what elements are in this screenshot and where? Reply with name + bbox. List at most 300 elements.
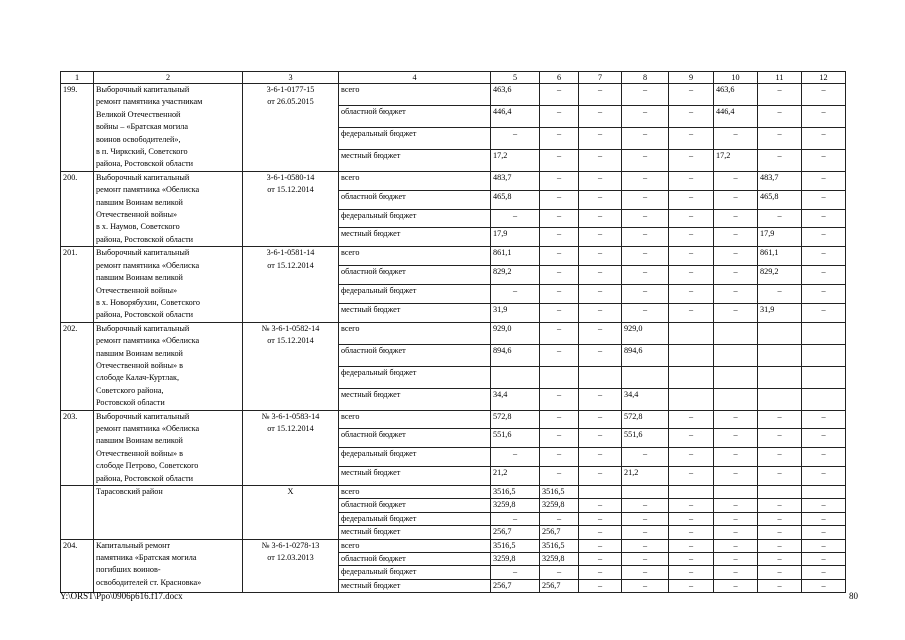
value-cell: – [714, 228, 758, 247]
value-cell: – [802, 467, 846, 486]
document-reference [243, 410, 339, 485]
value-cell: – [579, 190, 622, 209]
header-cell: 8 [622, 72, 669, 84]
value-cell: 929,0 [491, 322, 540, 344]
value-cell: – [758, 448, 802, 467]
description-line: павшим Воинам великой [96, 197, 183, 207]
value-cell: – [540, 105, 579, 127]
value-cell: – [491, 127, 540, 149]
document-code: № 3-6-1-0582-14 [261, 323, 320, 333]
value-cell: – [758, 429, 802, 448]
value-cell [622, 366, 669, 388]
value-cell: – [758, 285, 802, 304]
value-cell: – [669, 247, 714, 266]
value-cell: – [669, 539, 714, 552]
document-date: от 15.12.2014 [267, 260, 314, 270]
document-date: от 12.03.2013 [267, 553, 314, 563]
header-cell: 3 [243, 72, 339, 84]
value-cell [714, 388, 758, 410]
funding-source: местный бюджет [339, 526, 491, 539]
value-cell: – [802, 553, 846, 566]
value-cell: 17,9 [491, 228, 540, 247]
value-cell: – [802, 526, 846, 539]
value-cell [802, 366, 846, 388]
value-cell: – [669, 429, 714, 448]
value-cell: 551,6 [622, 429, 669, 448]
value-cell: – [669, 228, 714, 247]
value-cell: 446,4 [491, 105, 540, 127]
value-cell: – [540, 84, 579, 106]
value-cell: – [669, 105, 714, 127]
funding-source: областной бюджет [339, 553, 491, 566]
value-cell [802, 388, 846, 410]
funding-source: федеральный бюджет [339, 285, 491, 304]
description-line: района, Ростовской области [96, 234, 194, 244]
value-cell: – [540, 171, 579, 190]
funding-source: областной бюджет [339, 190, 491, 209]
funding-source: местный бюджет [339, 579, 491, 592]
description-line: Отечественной войны» в [96, 448, 184, 458]
value-cell: – [714, 512, 758, 525]
value-cell: – [714, 467, 758, 486]
entry-description [94, 247, 243, 322]
value-cell [540, 366, 579, 388]
funding-source: областной бюджет [339, 499, 491, 512]
value-cell: – [579, 553, 622, 566]
value-cell: 3259,8 [491, 553, 540, 566]
value-cell: – [802, 127, 846, 149]
value-cell: – [714, 448, 758, 467]
value-cell: – [540, 467, 579, 486]
value-cell: – [540, 209, 579, 228]
entry-description [94, 171, 243, 246]
description-line: Капитальный ремонт [96, 540, 171, 550]
value-cell: – [491, 285, 540, 304]
value-cell: – [802, 149, 846, 171]
value-cell: – [758, 410, 802, 429]
value-cell: – [758, 105, 802, 127]
document-code: Х [287, 487, 294, 496]
description-line: павшим Воинам великой [96, 436, 183, 446]
value-cell: – [758, 209, 802, 228]
value-cell: – [622, 171, 669, 190]
funding-source: федеральный бюджет [339, 127, 491, 149]
value-cell: – [622, 448, 669, 467]
footer-file-path: Y:\ORST\Ppo\0906p616.f17.docx [60, 591, 183, 601]
funding-source: федеральный бюджет [339, 566, 491, 579]
entry-number: 201. [61, 247, 94, 322]
funding-source: областной бюджет [339, 344, 491, 366]
header-cell: 7 [579, 72, 622, 84]
table-row [61, 171, 846, 190]
funding-source: федеральный бюджет [339, 366, 491, 388]
value-cell: – [802, 579, 846, 592]
description-line: погибших воинов- [96, 565, 161, 575]
value-cell: – [579, 448, 622, 467]
value-cell: – [622, 127, 669, 149]
value-cell: – [579, 388, 622, 410]
value-cell: – [579, 303, 622, 322]
value-cell: – [802, 171, 846, 190]
value-cell: – [540, 388, 579, 410]
value-cell: – [579, 266, 622, 285]
value-cell: 256,7 [540, 579, 579, 592]
funding-source: всего [339, 539, 491, 552]
value-cell: – [622, 553, 669, 566]
value-cell: 17,9 [758, 228, 802, 247]
value-cell: – [669, 410, 714, 429]
value-cell: – [802, 285, 846, 304]
value-cell: – [802, 429, 846, 448]
document-reference [243, 539, 339, 593]
value-cell [758, 388, 802, 410]
document-reference [243, 84, 339, 172]
document-code: № 3-6-1-0583-14 [261, 411, 320, 421]
header-cell: 12 [802, 72, 846, 84]
value-cell: – [714, 190, 758, 209]
funding-source: федеральный бюджет [339, 448, 491, 467]
description-line: Выборочный капитальный [96, 411, 190, 421]
value-cell: – [669, 448, 714, 467]
value-cell: – [579, 127, 622, 149]
entry-number: 204. [61, 539, 94, 593]
value-cell: – [714, 266, 758, 285]
value-cell [669, 322, 714, 344]
value-cell: 31,9 [491, 303, 540, 322]
description-line: слободе Калач-Куртлак, [96, 373, 180, 383]
description-line: района, Ростовской области [96, 159, 194, 169]
value-cell: – [540, 127, 579, 149]
value-cell: – [714, 285, 758, 304]
funding-source: всего [339, 171, 491, 190]
value-cell: 551,6 [491, 429, 540, 448]
value-cell: – [669, 553, 714, 566]
value-cell: – [579, 410, 622, 429]
header-cell: 11 [758, 72, 802, 84]
value-cell: – [540, 285, 579, 304]
table-row [61, 410, 846, 429]
value-cell: – [579, 322, 622, 344]
value-cell: – [714, 539, 758, 552]
description-line: павшим Воинам великой [96, 273, 183, 283]
funding-source: всего [339, 410, 491, 429]
value-cell: – [579, 499, 622, 512]
description-line: ремонт памятника «Обелиска [96, 260, 200, 270]
value-cell: – [622, 512, 669, 525]
value-cell: – [669, 171, 714, 190]
value-cell: – [669, 303, 714, 322]
value-cell: – [669, 579, 714, 592]
value-cell: – [714, 566, 758, 579]
value-cell: 256,7 [540, 526, 579, 539]
description-line: воинов освободителей», [96, 134, 181, 144]
value-cell [758, 486, 802, 499]
description-line: Советского района, [96, 385, 164, 395]
value-cell: 17,2 [714, 149, 758, 171]
entry-description [94, 486, 243, 540]
value-cell: – [714, 171, 758, 190]
value-cell: – [540, 566, 579, 579]
header-cell: 6 [540, 72, 579, 84]
value-cell: 463,6 [714, 84, 758, 106]
value-cell: – [540, 344, 579, 366]
entry-description [94, 84, 243, 172]
value-cell: – [802, 84, 846, 106]
value-cell: – [802, 266, 846, 285]
entry-description [94, 322, 243, 410]
value-cell: – [714, 209, 758, 228]
value-cell: – [622, 149, 669, 171]
value-cell: – [714, 127, 758, 149]
value-cell: – [579, 566, 622, 579]
value-cell: – [540, 228, 579, 247]
value-cell: – [540, 149, 579, 171]
table-row [61, 322, 846, 344]
value-cell: – [579, 247, 622, 266]
value-cell: – [758, 149, 802, 171]
value-cell: – [802, 512, 846, 525]
value-cell [802, 486, 846, 499]
description-line: района, Ростовской области [96, 310, 194, 320]
value-cell: – [758, 553, 802, 566]
value-cell: – [491, 566, 540, 579]
description-line: Выборочный капитальный [96, 172, 190, 182]
document-reference [243, 171, 339, 246]
document-code: 3-6-1-0580-14 [266, 172, 315, 182]
value-cell: – [802, 247, 846, 266]
value-cell: 31,9 [758, 303, 802, 322]
table-body [61, 84, 846, 593]
funding-source: местный бюджет [339, 388, 491, 410]
value-cell: – [669, 512, 714, 525]
value-cell: – [622, 566, 669, 579]
entry-description [94, 410, 243, 485]
description-line: Отечественной войны» [96, 210, 178, 220]
value-cell: – [669, 467, 714, 486]
document-reference [243, 322, 339, 410]
funding-source: федеральный бюджет [339, 512, 491, 525]
description-line: слободе Петрово, Советского [96, 461, 199, 471]
value-cell: – [714, 410, 758, 429]
value-cell [758, 322, 802, 344]
value-cell: – [669, 499, 714, 512]
funding-source: областной бюджет [339, 266, 491, 285]
document-code: 3-6-1-0177-15 [266, 85, 315, 94]
value-cell: – [669, 209, 714, 228]
value-cell: 3516,5 [491, 539, 540, 552]
value-cell: – [758, 512, 802, 525]
value-cell: 34,4 [491, 388, 540, 410]
value-cell: – [622, 526, 669, 539]
value-cell: – [714, 303, 758, 322]
value-cell: – [579, 285, 622, 304]
value-cell: – [669, 285, 714, 304]
value-cell [758, 344, 802, 366]
budget-table [60, 71, 846, 593]
value-cell: – [579, 579, 622, 592]
entry-number: 199. [61, 84, 94, 172]
header-cell: 5 [491, 72, 540, 84]
document-code: № 3-6-1-0278-13 [261, 540, 320, 550]
value-cell: – [669, 84, 714, 106]
value-cell: – [714, 526, 758, 539]
value-cell: – [622, 499, 669, 512]
value-cell [491, 366, 540, 388]
description-line: района, Ростовской области [96, 473, 194, 483]
value-cell: – [758, 579, 802, 592]
description-line: ремонт памятника «Обелиска [96, 336, 200, 346]
value-cell: – [491, 209, 540, 228]
value-cell: – [622, 84, 669, 106]
value-cell: – [714, 553, 758, 566]
description-line: Отечественной войны» в [96, 360, 184, 370]
value-cell: – [491, 448, 540, 467]
value-cell: 829,2 [491, 266, 540, 285]
value-cell: – [758, 127, 802, 149]
value-cell [669, 486, 714, 499]
value-cell: 256,7 [491, 526, 540, 539]
entry-number: 200. [61, 171, 94, 246]
value-cell [758, 366, 802, 388]
value-cell [579, 366, 622, 388]
value-cell: – [669, 149, 714, 171]
value-cell: 463,6 [491, 84, 540, 106]
value-cell: – [802, 410, 846, 429]
description-line: в х. Наумов, Советского [96, 222, 180, 232]
table-row [61, 84, 846, 106]
funding-source: федеральный бюджет [339, 209, 491, 228]
value-cell: – [579, 105, 622, 127]
value-cell: 446,4 [714, 105, 758, 127]
value-cell: – [579, 526, 622, 539]
value-cell: – [758, 526, 802, 539]
value-cell: 17,2 [491, 149, 540, 171]
funding-source: местный бюджет [339, 149, 491, 171]
table-row [61, 247, 846, 266]
value-cell: – [758, 499, 802, 512]
table-row [61, 486, 846, 499]
value-cell: – [540, 429, 579, 448]
value-cell: 929,0 [622, 322, 669, 344]
value-cell: 3259,8 [540, 553, 579, 566]
entry-number: 202. [61, 322, 94, 410]
value-cell [714, 322, 758, 344]
funding-source: областной бюджет [339, 105, 491, 127]
value-cell: – [802, 105, 846, 127]
value-cell: – [622, 190, 669, 209]
description-line: Отечественной войны» [96, 285, 178, 295]
value-cell: 3259,8 [491, 499, 540, 512]
value-cell: – [622, 209, 669, 228]
funding-source: местный бюджет [339, 303, 491, 322]
header-cell: 10 [714, 72, 758, 84]
value-cell: – [579, 344, 622, 366]
value-cell: 3516,5 [540, 486, 579, 499]
description-line: в п. Чиркский, Советского [96, 147, 188, 157]
description-line: Тарасовский район [96, 487, 163, 496]
value-cell: 465,8 [758, 190, 802, 209]
value-cell: – [622, 228, 669, 247]
description-line: Выборочный капитальный [96, 248, 190, 258]
value-cell: 572,8 [622, 410, 669, 429]
document-date: от 15.12.2014 [267, 185, 314, 195]
description-line: освободителей ст. Красновка» [96, 577, 202, 587]
value-cell [579, 486, 622, 499]
document-date: от 15.12.2014 [267, 336, 314, 346]
value-cell: – [714, 499, 758, 512]
description-line: Ростовской области [96, 398, 165, 408]
description-line: Великой Отечественной [96, 109, 181, 119]
funding-source: местный бюджет [339, 467, 491, 486]
value-cell: 894,6 [622, 344, 669, 366]
value-cell: – [622, 285, 669, 304]
value-cell: – [758, 467, 802, 486]
value-cell: – [579, 84, 622, 106]
description-line: в х. Новорябухин, Советского [96, 297, 200, 307]
value-cell: – [622, 247, 669, 266]
value-cell: – [802, 499, 846, 512]
value-cell: – [622, 303, 669, 322]
value-cell: 3516,5 [540, 539, 579, 552]
funding-source: всего [339, 247, 491, 266]
value-cell: – [540, 247, 579, 266]
value-cell: – [540, 266, 579, 285]
value-cell: – [579, 512, 622, 525]
value-cell: – [714, 579, 758, 592]
value-cell: – [622, 105, 669, 127]
document-code: 3-6-1-0581-14 [266, 248, 315, 258]
value-cell [714, 486, 758, 499]
description-line: ремонт памятника участникам [96, 97, 203, 107]
value-cell: – [622, 266, 669, 285]
value-cell: 483,7 [491, 171, 540, 190]
entry-number [61, 486, 94, 540]
value-cell: – [540, 448, 579, 467]
value-cell: 829,2 [758, 266, 802, 285]
value-cell: – [669, 526, 714, 539]
value-cell: – [669, 566, 714, 579]
entry-description [94, 539, 243, 593]
description-line: павшим Воинам великой [96, 348, 183, 358]
value-cell: – [579, 467, 622, 486]
value-cell: 3516,5 [491, 486, 540, 499]
value-cell: – [491, 512, 540, 525]
value-cell: – [802, 303, 846, 322]
value-cell: – [579, 539, 622, 552]
header-cell: 2 [94, 72, 243, 84]
value-cell: – [579, 429, 622, 448]
funding-source: местный бюджет [339, 228, 491, 247]
description-line: войны – «Братская могила [96, 122, 189, 132]
description-line: памятника «Братская могила [96, 553, 197, 563]
value-cell: – [579, 228, 622, 247]
description-line: ремонт памятника «Обелиска [96, 185, 200, 195]
value-cell [622, 486, 669, 499]
value-cell [802, 344, 846, 366]
value-cell: 3259,8 [540, 499, 579, 512]
header-cell: 9 [669, 72, 714, 84]
value-cell: 256,7 [491, 579, 540, 592]
value-cell [714, 366, 758, 388]
value-cell: – [669, 127, 714, 149]
document-date: от 26.05.2015 [267, 97, 314, 107]
funding-source: всего [339, 84, 491, 106]
value-cell [669, 344, 714, 366]
description-line: ремонт памятника «Обелиска [96, 423, 200, 433]
value-cell: 465,8 [491, 190, 540, 209]
funding-source: всего [339, 486, 491, 499]
value-cell: – [579, 171, 622, 190]
